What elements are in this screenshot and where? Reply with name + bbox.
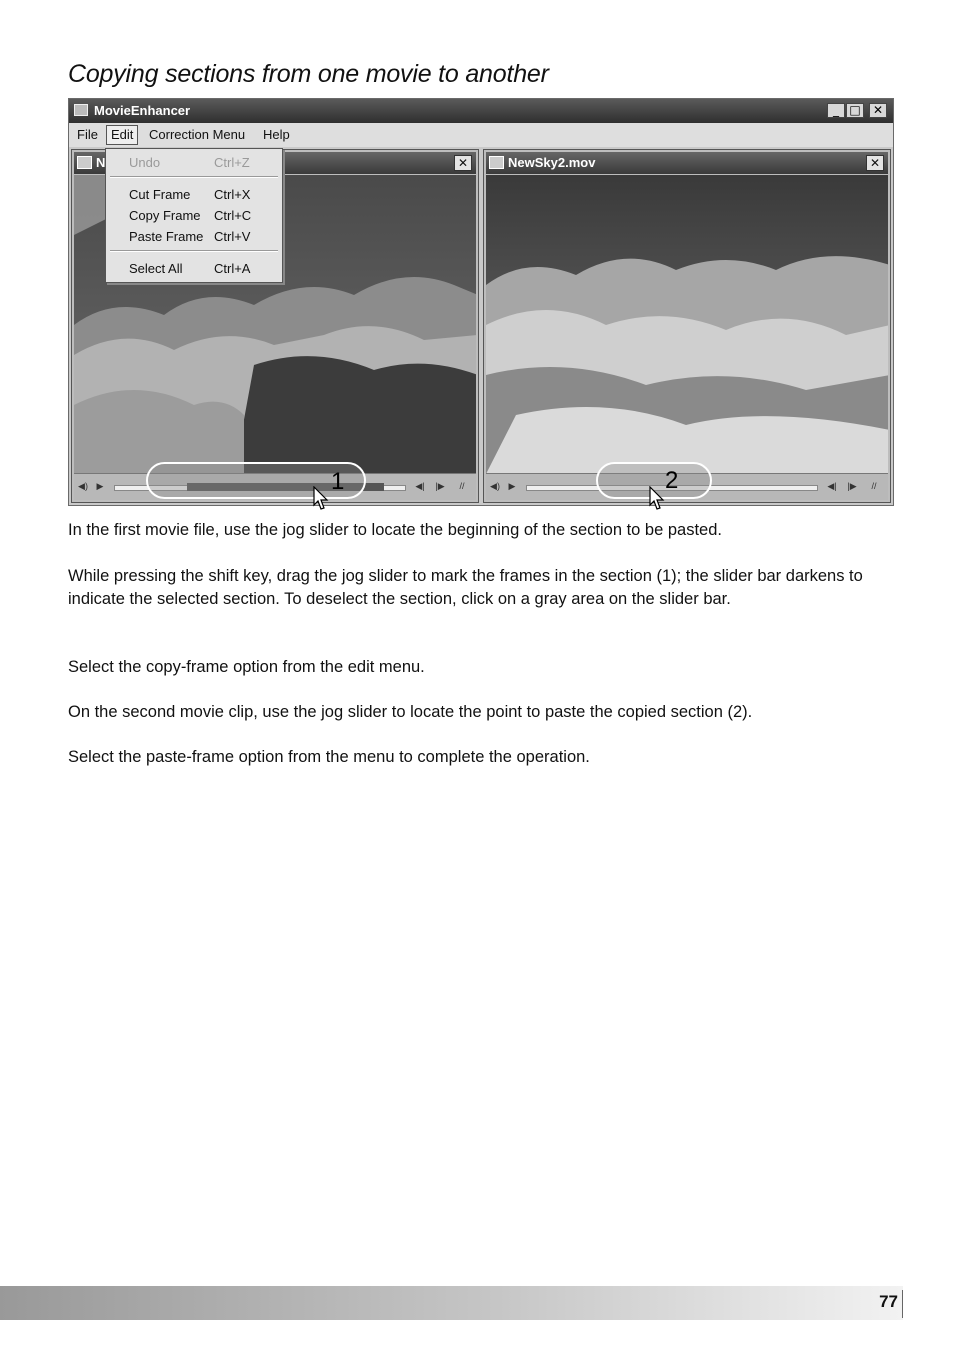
footer-divider — [902, 1290, 903, 1318]
prev-frame-icon[interactable]: ◀| — [415, 481, 425, 491]
page-number: 77 — [879, 1292, 898, 1311]
menu-item-label: Paste Frame — [129, 229, 204, 244]
volume-icon[interactable]: ◀) — [78, 481, 88, 491]
next-frame-icon[interactable]: |▶ — [435, 481, 445, 491]
instruction-paragraph: While pressing the shift key, drag the jog slider to mark the frames in the section (1); the slider bar darkens to indicate the selected section. To deselect the section, click on a gray area on the slider bar. — [68, 567, 863, 608]
menu-item-copy-frame[interactable] — [106, 205, 282, 225]
prev-frame-icon[interactable]: ◀| — [827, 481, 837, 491]
movie-pane-right — [483, 149, 891, 503]
mouse-pointer-icon — [313, 486, 329, 512]
instruction-paragraph: On the second movie clip, use the jog slider to locate the point to paste the copied section (2). — [68, 703, 753, 721]
window-icon — [74, 104, 88, 116]
menu-item-shortcut: Ctrl+X — [214, 187, 251, 202]
callout-1 — [146, 462, 366, 499]
instruction-paragraph: In the first movie file, use the jog slider to locate the beginning of the section to be pasted. — [68, 521, 722, 539]
menu-item-label: Undo — [129, 155, 161, 170]
menu-separator — [110, 176, 278, 178]
next-frame-icon[interactable]: |▶ — [847, 481, 857, 491]
instruction-paragraph: Select the copy-frame option from the edit menu. — [68, 658, 425, 676]
menu-bar — [69, 123, 893, 147]
menu-file[interactable]: File — [77, 127, 98, 142]
pane-icon — [77, 156, 92, 169]
menu-item-label: Cut Frame — [129, 187, 191, 202]
play-icon[interactable]: ▶ — [508, 481, 516, 491]
menu-item-label: Copy Frame — [129, 208, 201, 223]
pane-left-close-button[interactable]: ✕ — [454, 155, 472, 171]
pane-left-title: N — [96, 155, 106, 170]
resize-grip-icon[interactable]: // — [871, 481, 877, 491]
app-title: MovieEnhancer — [94, 103, 191, 118]
pane-icon — [489, 156, 504, 169]
minimize-button[interactable]: _ — [827, 103, 845, 118]
play-icon[interactable]: ▶ — [96, 481, 104, 491]
pane-right-close-button[interactable]: ✕ — [866, 155, 884, 171]
page-heading: Copying sections from one movie to another — [68, 60, 549, 88]
pane-right-title: NewSky2.mov — [508, 155, 596, 170]
menu-item-paste-frame[interactable] — [106, 226, 282, 246]
menu-help[interactable]: Help — [263, 127, 290, 142]
movie-frame-right — [486, 175, 888, 474]
menu-item-shortcut: Ctrl+C — [214, 208, 252, 223]
edit-menu-dropdown — [105, 148, 283, 283]
menu-item-select-all[interactable] — [106, 258, 282, 278]
menu-correction[interactable]: Correction Menu — [149, 127, 246, 142]
volume-icon[interactable]: ◀) — [490, 481, 500, 491]
callout-number: 2 — [665, 467, 679, 494]
mouse-pointer-icon — [649, 486, 665, 512]
menu-item-label: Select All — [129, 261, 183, 276]
menu-item-undo[interactable] — [106, 152, 282, 172]
instruction-paragraph: Select the paste-frame option from the menu to complete the operation. — [68, 748, 590, 766]
menu-item-shortcut: Ctrl+Z — [214, 155, 250, 170]
menu-edit[interactable]: Edit — [106, 125, 138, 145]
menu-item-shortcut: Ctrl+A — [214, 261, 251, 276]
footer-bar — [0, 1286, 903, 1320]
menu-item-cut-frame[interactable] — [106, 184, 282, 204]
maximize-button[interactable]: □ — [846, 103, 864, 118]
app-titlebar[interactable] — [69, 99, 893, 123]
pane-right-titlebar[interactable] — [486, 152, 888, 174]
callout-number: 1 — [331, 468, 345, 495]
menu-separator — [110, 250, 278, 252]
resize-grip-icon[interactable]: // — [459, 481, 465, 491]
close-button[interactable]: ✕ — [869, 103, 887, 118]
menu-item-shortcut: Ctrl+V — [214, 229, 251, 244]
